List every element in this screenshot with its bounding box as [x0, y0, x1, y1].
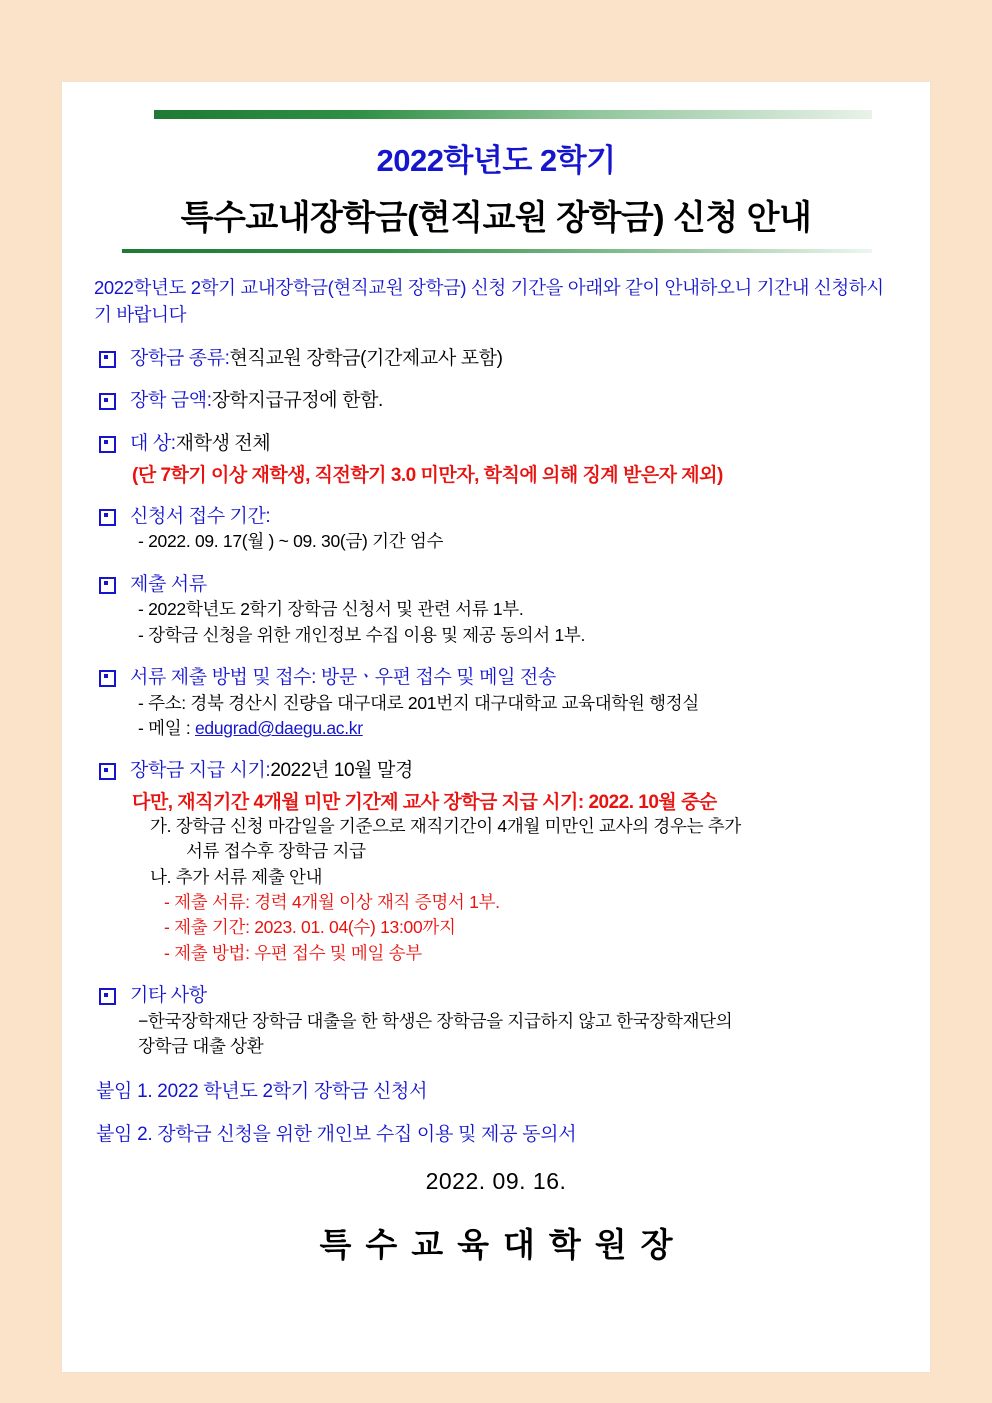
section-required-documents: [92, 572, 900, 648]
item-label: 제출 서류: [130, 573, 207, 595]
item-label: 신청서 접수 기간:: [130, 505, 271, 527]
notice-page: [62, 82, 930, 1372]
payment-note-line: 가. 장학금 신청 마감일을 기준으로 재직기간이 4개월 미만인 교사의 경우는 추가: [150, 815, 741, 836]
section-scholarship-amount: [92, 388, 900, 414]
payment-exception-note: 다만, 재직기간 4개월 미만 기간제 교사 장학금 지급 시기: 2022. 10월 중순: [132, 791, 717, 813]
item-label: 서류 제출 방법 및 접수: 방문ㆍ우편 접수 및 메일 전송: [130, 666, 556, 688]
payment-note-line: 서류 접수후 장학금 지급: [186, 841, 366, 862]
payment-note-line: 나. 추가 서류 제출 안내: [150, 866, 323, 887]
email-link[interactable]: edugrad@daegu.ac.kr: [195, 717, 363, 738]
section-submission-method: [92, 665, 900, 741]
bullet-square-icon: [99, 577, 116, 594]
bullet-square-icon: [99, 351, 116, 368]
bullet-square-icon: [99, 393, 116, 410]
item-label: 대 상:: [130, 432, 176, 454]
page-title-line2: 특수교내장학금(현직교원 장학금) 신청 안내: [180, 199, 812, 237]
bullet-square-icon: [99, 988, 116, 1005]
extra-document-line: - 제출 서류: 경력 4개월 이상 재직 증명서 1부.: [164, 892, 500, 913]
issue-date: 2022. 09. 16.: [425, 1167, 567, 1194]
item-label: 기타 사항: [130, 985, 207, 1007]
section-payment-schedule: [92, 758, 900, 966]
bullet-square-icon: [99, 436, 116, 453]
other-note-line: −한국장학재단 장학금 대출을 한 학생은 장학금을 지급하지 않고 한국장학재단의: [138, 1010, 733, 1031]
attachment-2: 붙임 2. 장학금 신청을 위한 개인보 수집 이용 및 제공 동의서: [96, 1123, 577, 1145]
item-value: 현직교원 장학금(기간제교사 포함): [229, 347, 503, 369]
required-document-line: - 2022학년도 2학기 장학금 신청서 및 관련 서류 1부.: [138, 599, 524, 620]
section-other-notes: [92, 983, 900, 1059]
bullet-square-icon: [99, 670, 116, 687]
top-rule: [154, 110, 872, 119]
section-scholarship-type: [92, 346, 900, 372]
application-period-line: - 2022. 09. 17(월 ) ~ 09. 30(금) 기간 엄수: [138, 531, 444, 552]
notice-content: [92, 110, 900, 1352]
item-value: 2022년 10월 말경: [270, 760, 413, 782]
lead-paragraph: 2022학년도 2학기 교내장학금(현직교원 장학금) 신청 기간을 아래와 같이 안내하오니 기간내 신청하시기 바랍니다: [94, 277, 884, 325]
section-application-period: [92, 504, 900, 555]
item-label: 장학 금액:: [130, 390, 212, 412]
issuer-signature: 특수교육대학원장: [319, 1225, 687, 1263]
required-document-line: - 장학금 신청을 위한 개인정보 수집 이용 및 제공 동의서 1부.: [138, 624, 586, 645]
target-exclusion-note: (단 7학기 이상 재학생, 직전학기 3.0 미만자, 학칙에 의해 징계 받은자 제외): [132, 464, 723, 486]
attachment-1: 붙임 1. 2022 학년도 2학기 장학금 신청서: [96, 1080, 428, 1102]
title-underline-rule: [122, 249, 872, 253]
extra-document-line: - 제출 방법: 우편 접수 및 메일 송부: [164, 942, 422, 963]
item-label: 장학금 지급 시기:: [130, 760, 271, 782]
submission-address-line: - 주소: 경북 경산시 진량읍 대구대로 201번지 대구대학교 교육대학원 행정실: [138, 692, 699, 713]
bullet-square-icon: [99, 509, 116, 526]
extra-document-line: - 제출 기간: 2023. 01. 04(수) 13:00까지: [164, 917, 456, 938]
other-note-line: 장학금 대출 상환: [138, 1036, 264, 1057]
bullet-square-icon: [99, 763, 116, 780]
submission-email-line: [94, 716, 900, 741]
email-label: - 메일 :: [138, 717, 195, 738]
item-value: 장학지급규정에 한함.: [211, 390, 383, 412]
item-value: 재학생 전체: [175, 432, 271, 454]
item-label: 장학금 종류:: [130, 347, 230, 369]
page-title-line1: 2022학년도 2학기: [376, 143, 616, 178]
section-target: [92, 431, 900, 487]
